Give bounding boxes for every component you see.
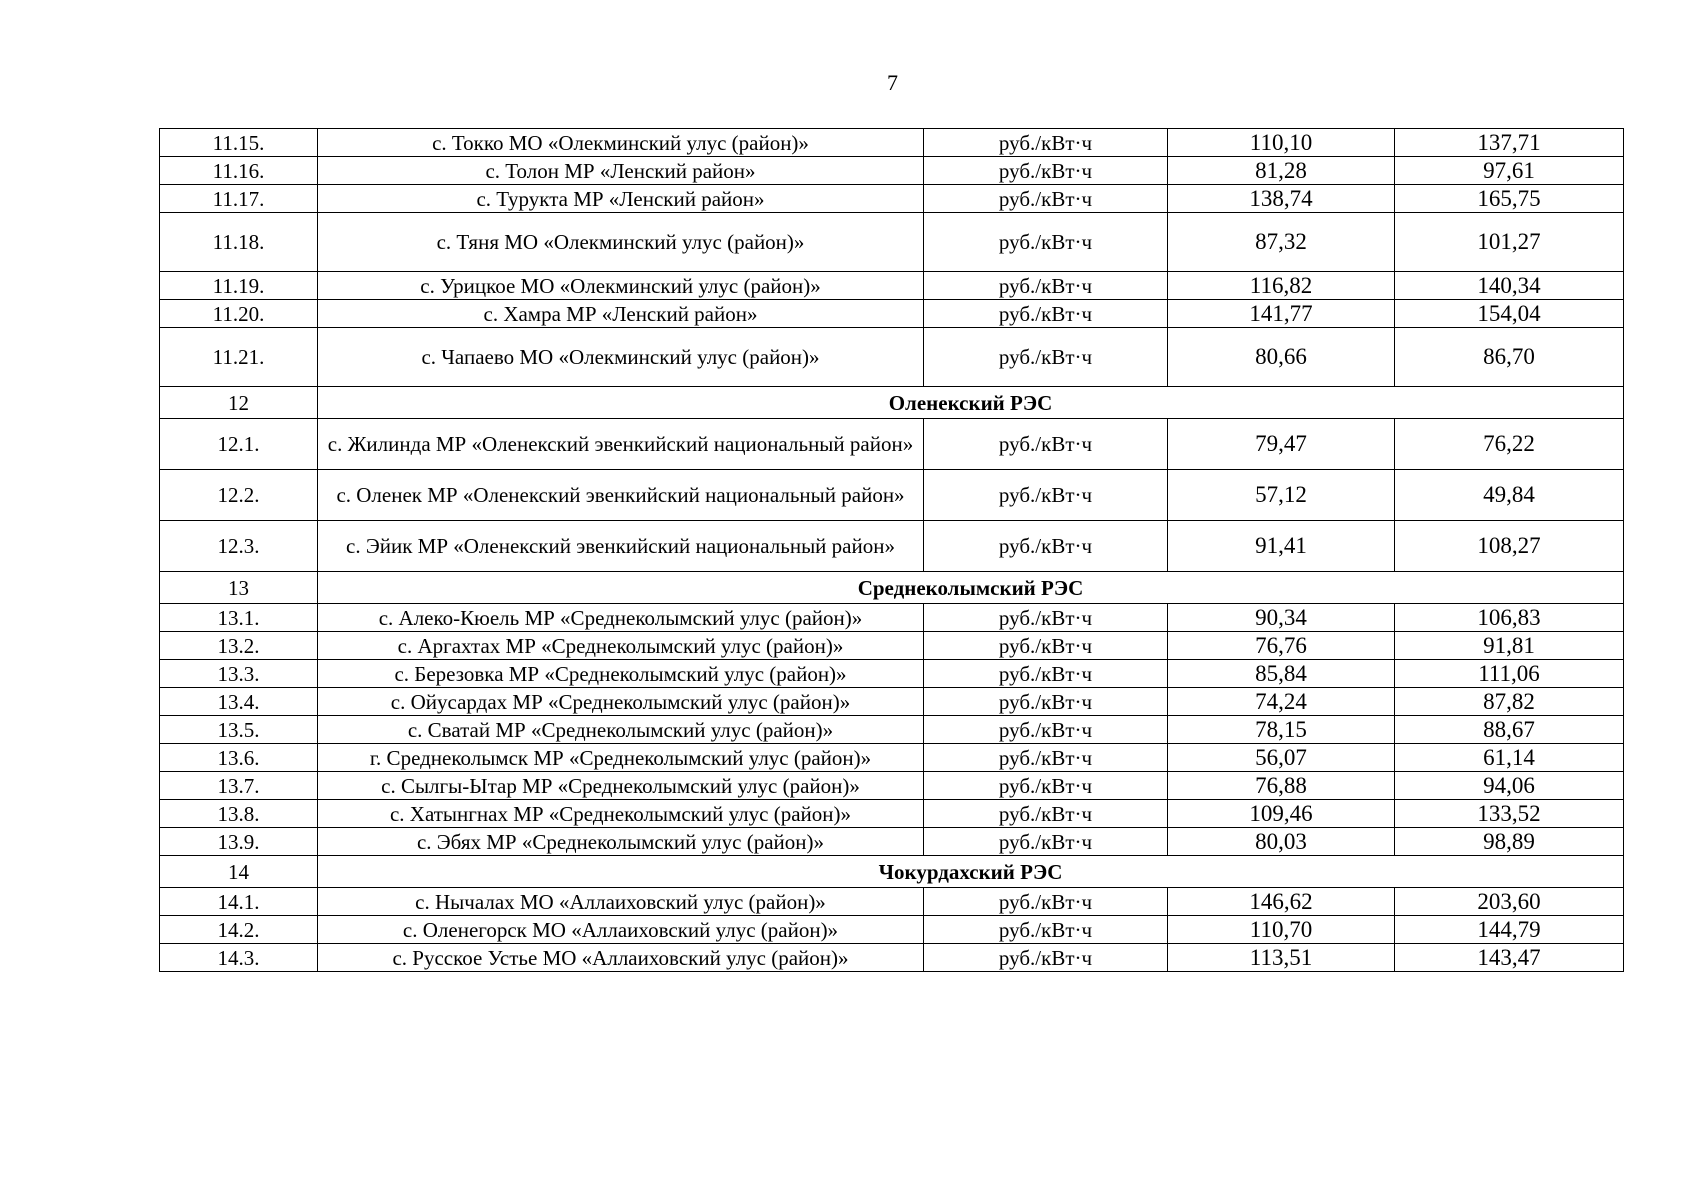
tariff-value-2-cell: 97,61 (1395, 157, 1624, 185)
tariff-value-1-cell: 79,47 (1168, 419, 1395, 470)
settlement-name-cell: г. Среднеколымск МР «Среднеколымский улус (район)» (318, 744, 924, 772)
tariff-value-1-cell: 113,51 (1168, 944, 1395, 972)
tariff-value-2-cell: 98,89 (1395, 828, 1624, 856)
table-row (160, 772, 1624, 800)
settlement-name-cell: с. Аргахтах МР «Среднеколымский улус (район)» (318, 632, 924, 660)
table-row (160, 888, 1624, 916)
tariff-value-1-cell: 85,84 (1168, 660, 1395, 688)
tariff-value-1-cell: 110,10 (1168, 129, 1395, 157)
settlement-name-cell: с. Тяня МО «Олекминский улус (район)» (318, 213, 924, 272)
tariff-value-1-cell: 141,77 (1168, 300, 1395, 328)
tariff-value-2-cell: 140,34 (1395, 272, 1624, 300)
row-number-cell: 13.6. (160, 744, 318, 772)
tariff-value-2-cell: 137,71 (1395, 129, 1624, 157)
settlement-name-cell: с. Толон МР «Ленский район» (318, 157, 924, 185)
tariff-value-2-cell: 143,47 (1395, 944, 1624, 972)
row-number-cell: 13.9. (160, 828, 318, 856)
tariff-value-1-cell: 138,74 (1168, 185, 1395, 213)
unit-cell: руб./кВт·ч (924, 272, 1168, 300)
section-header-row (160, 572, 1624, 604)
settlement-name-cell: с. Чапаево МО «Олекминский улус (район)» (318, 328, 924, 387)
tariff-value-1-cell: 116,82 (1168, 272, 1395, 300)
tariff-value-1-cell: 74,24 (1168, 688, 1395, 716)
unit-cell: руб./кВт·ч (924, 157, 1168, 185)
tariff-value-2-cell: 91,81 (1395, 632, 1624, 660)
tariff-value-1-cell: 146,62 (1168, 888, 1395, 916)
tariff-value-2-cell: 87,82 (1395, 688, 1624, 716)
settlement-name-cell: с. Русское Устье МО «Аллаиховский улус (район)» (318, 944, 924, 972)
tariff-table-body (160, 129, 1624, 972)
unit-cell: руб./кВт·ч (924, 419, 1168, 470)
tariff-value-1-cell: 109,46 (1168, 800, 1395, 828)
settlement-name-cell: с. Сватай МР «Среднеколымский улус (район)» (318, 716, 924, 744)
section-number-cell: 14 (160, 856, 318, 888)
tariff-value-2-cell: 111,06 (1395, 660, 1624, 688)
table-row (160, 129, 1624, 157)
row-number-cell: 11.19. (160, 272, 318, 300)
tariff-value-2-cell: 76,22 (1395, 419, 1624, 470)
tariff-value-2-cell: 133,52 (1395, 800, 1624, 828)
settlement-name-cell: с. Эбях МР «Среднеколымский улус (район)» (318, 828, 924, 856)
tariff-value-2-cell: 106,83 (1395, 604, 1624, 632)
table-row (160, 828, 1624, 856)
row-number-cell: 13.3. (160, 660, 318, 688)
table-row (160, 521, 1624, 572)
unit-cell: руб./кВт·ч (924, 328, 1168, 387)
row-number-cell: 13.4. (160, 688, 318, 716)
row-number-cell: 13.8. (160, 800, 318, 828)
settlement-name-cell: с. Ойусардах МР «Среднеколымский улус (район)» (318, 688, 924, 716)
page-number: 7 (887, 70, 898, 95)
tariff-value-2-cell: 88,67 (1395, 716, 1624, 744)
unit-cell: руб./кВт·ч (924, 521, 1168, 572)
table-row (160, 185, 1624, 213)
table-row (160, 328, 1624, 387)
table-row (160, 660, 1624, 688)
settlement-name-cell: с. Жилинда МР «Оленекский эвенкийский национальный район» (318, 419, 924, 470)
tariff-value-2-cell: 108,27 (1395, 521, 1624, 572)
section-name-cell: Оленекский РЭС (318, 387, 1624, 419)
row-number-cell: 11.16. (160, 157, 318, 185)
settlement-name-cell: с. Сылгы-Ытар МР «Среднеколымский улус (район)» (318, 772, 924, 800)
row-number-cell: 14.1. (160, 888, 318, 916)
tariff-value-1-cell: 90,34 (1168, 604, 1395, 632)
row-number-cell: 13.5. (160, 716, 318, 744)
row-number-cell: 11.15. (160, 129, 318, 157)
tariff-value-2-cell: 154,04 (1395, 300, 1624, 328)
table-row (160, 716, 1624, 744)
unit-cell: руб./кВт·ч (924, 916, 1168, 944)
settlement-name-cell: с. Токко МО «Олекминский улус (район)» (318, 129, 924, 157)
unit-cell: руб./кВт·ч (924, 716, 1168, 744)
row-number-cell: 11.17. (160, 185, 318, 213)
section-number-cell: 13 (160, 572, 318, 604)
section-number-cell: 12 (160, 387, 318, 419)
section-header-row (160, 387, 1624, 419)
row-number-cell: 12.1. (160, 419, 318, 470)
unit-cell: руб./кВт·ч (924, 185, 1168, 213)
row-number-cell: 11.21. (160, 328, 318, 387)
section-name-cell: Среднеколымский РЭС (318, 572, 1624, 604)
row-number-cell: 11.20. (160, 300, 318, 328)
unit-cell: руб./кВт·ч (924, 632, 1168, 660)
tariff-value-1-cell: 81,28 (1168, 157, 1395, 185)
settlement-name-cell: с. Урицкое МО «Олекминский улус (район)» (318, 272, 924, 300)
unit-cell: руб./кВт·ч (924, 300, 1168, 328)
row-number-cell: 11.18. (160, 213, 318, 272)
tariff-value-1-cell: 76,76 (1168, 632, 1395, 660)
settlement-name-cell: с. Оленек МР «Оленекский эвенкийский национальный район» (318, 470, 924, 521)
settlement-name-cell: с. Эйик МР «Оленекский эвенкийский национальный район» (318, 521, 924, 572)
tariff-value-1-cell: 56,07 (1168, 744, 1395, 772)
row-number-cell: 14.3. (160, 944, 318, 972)
row-number-cell: 13.2. (160, 632, 318, 660)
table-row (160, 688, 1624, 716)
unit-cell: руб./кВт·ч (924, 688, 1168, 716)
unit-cell: руб./кВт·ч (924, 888, 1168, 916)
tariff-value-1-cell: 80,03 (1168, 828, 1395, 856)
section-name-cell: Чокурдахский РЭС (318, 856, 1624, 888)
table-row (160, 272, 1624, 300)
table-row (160, 916, 1624, 944)
table-row (160, 470, 1624, 521)
settlement-name-cell: с. Алеко-Кюель МР «Среднеколымский улус (район)» (318, 604, 924, 632)
tariff-value-1-cell: 76,88 (1168, 772, 1395, 800)
table-row (160, 419, 1624, 470)
tariff-value-2-cell: 61,14 (1395, 744, 1624, 772)
tariff-value-1-cell: 80,66 (1168, 328, 1395, 387)
unit-cell: руб./кВт·ч (924, 470, 1168, 521)
tariff-value-1-cell: 110,70 (1168, 916, 1395, 944)
table-row (160, 300, 1624, 328)
tariff-value-1-cell: 57,12 (1168, 470, 1395, 521)
unit-cell: руб./кВт·ч (924, 604, 1168, 632)
unit-cell: руб./кВт·ч (924, 213, 1168, 272)
unit-cell: руб./кВт·ч (924, 660, 1168, 688)
unit-cell: руб./кВт·ч (924, 944, 1168, 972)
settlement-name-cell: с. Березовка МР «Среднеколымский улус (район)» (318, 660, 924, 688)
tariff-value-1-cell: 78,15 (1168, 716, 1395, 744)
tariff-value-1-cell: 87,32 (1168, 213, 1395, 272)
table-row (160, 157, 1624, 185)
row-number-cell: 12.2. (160, 470, 318, 521)
settlement-name-cell: с. Хатынгнах МР «Среднеколымский улус (район)» (318, 800, 924, 828)
tariff-value-2-cell: 144,79 (1395, 916, 1624, 944)
table-row (160, 944, 1624, 972)
settlement-name-cell: с. Оленегорск МО «Аллаиховский улус (район)» (318, 916, 924, 944)
table-row (160, 744, 1624, 772)
tariff-value-2-cell: 101,27 (1395, 213, 1624, 272)
row-number-cell: 12.3. (160, 521, 318, 572)
row-number-cell: 13.7. (160, 772, 318, 800)
unit-cell: руб./кВт·ч (924, 800, 1168, 828)
table-row (160, 632, 1624, 660)
settlement-name-cell: с. Турукта МР «Ленский район» (318, 185, 924, 213)
tariff-value-2-cell: 49,84 (1395, 470, 1624, 521)
row-number-cell: 13.1. (160, 604, 318, 632)
section-header-row (160, 856, 1624, 888)
unit-cell: руб./кВт·ч (924, 828, 1168, 856)
table-row (160, 604, 1624, 632)
settlement-name-cell: с. Хамра МР «Ленский район» (318, 300, 924, 328)
table-row (160, 213, 1624, 272)
settlement-name-cell: с. Нычалах МО «Аллаиховский улус (район)» (318, 888, 924, 916)
tariff-value-1-cell: 91,41 (1168, 521, 1395, 572)
unit-cell: руб./кВт·ч (924, 772, 1168, 800)
unit-cell: руб./кВт·ч (924, 129, 1168, 157)
row-number-cell: 14.2. (160, 916, 318, 944)
tariff-value-2-cell: 165,75 (1395, 185, 1624, 213)
tariff-value-2-cell: 86,70 (1395, 328, 1624, 387)
tariff-value-2-cell: 203,60 (1395, 888, 1624, 916)
table-row (160, 800, 1624, 828)
unit-cell: руб./кВт·ч (924, 744, 1168, 772)
tariff-table (159, 128, 1624, 972)
tariff-value-2-cell: 94,06 (1395, 772, 1624, 800)
